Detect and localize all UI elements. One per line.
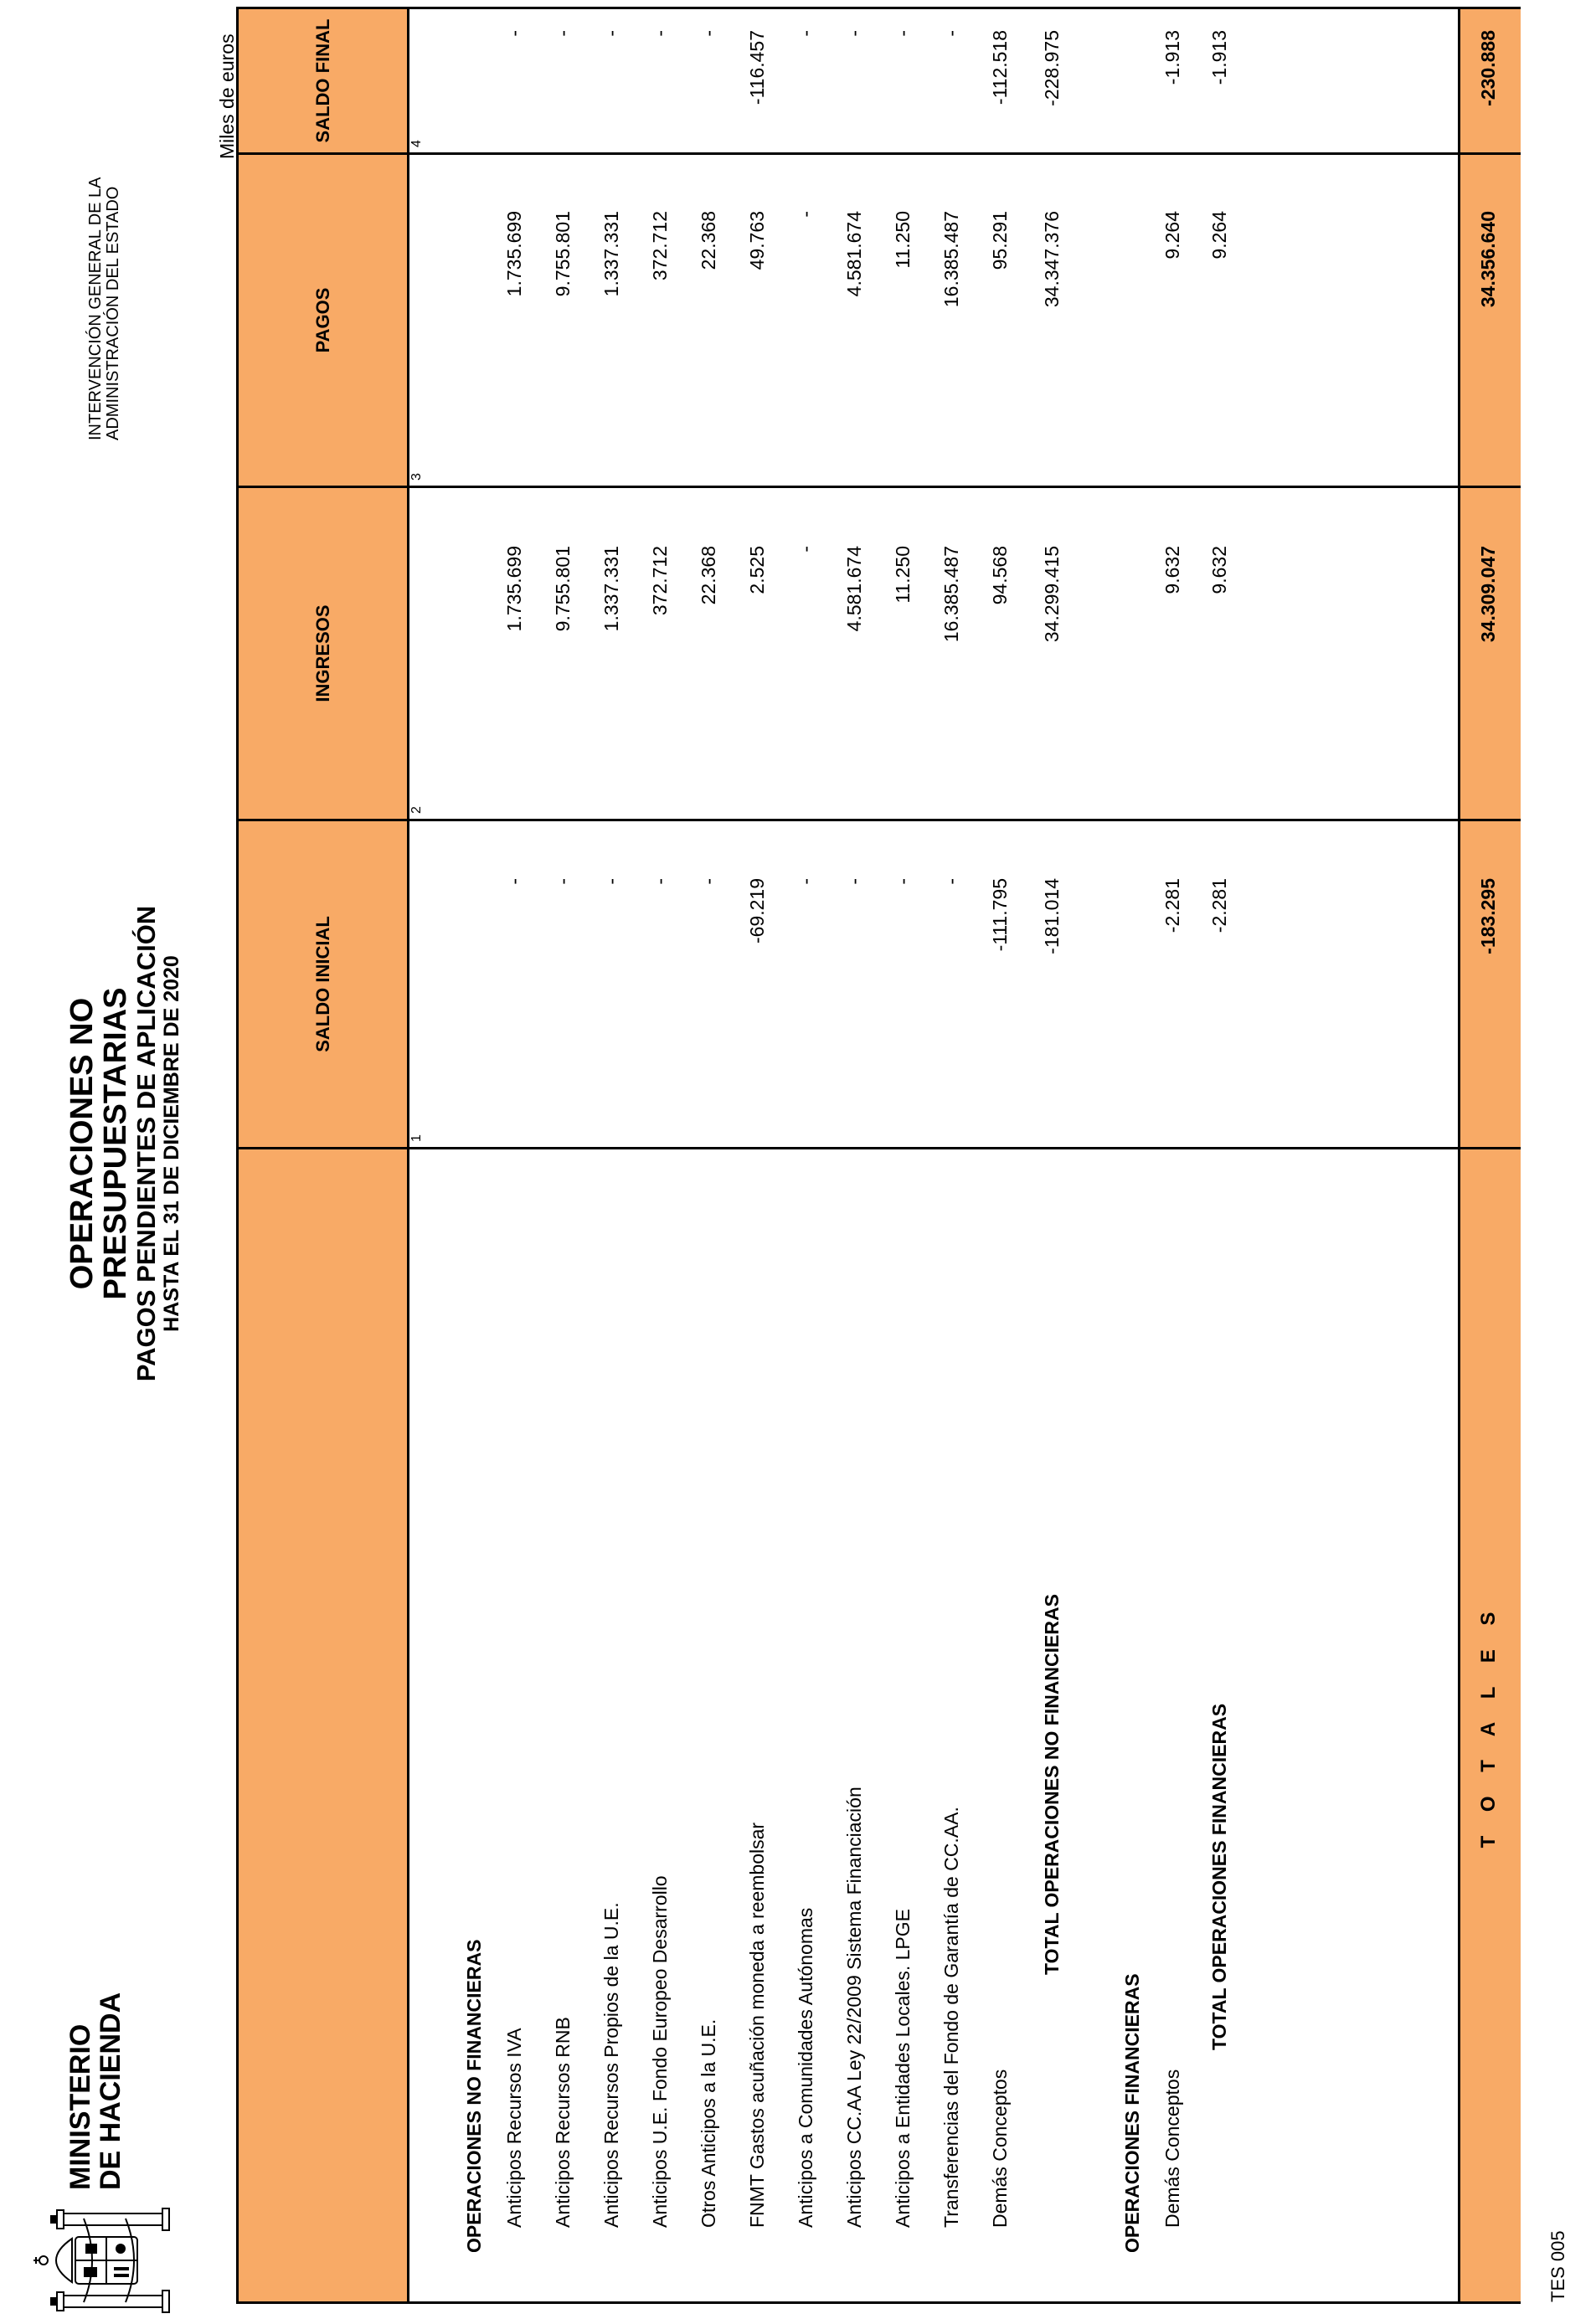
- column-divider: [239, 819, 1521, 821]
- row-label: Anticipos CC.AA Ley 22/2009 Sistema Financiación: [843, 1787, 865, 2228]
- document-code: TES 005: [1547, 2230, 1568, 2302]
- row-value: -: [843, 30, 865, 37]
- row-value: -: [892, 30, 914, 37]
- row-value: 94.568: [989, 546, 1011, 605]
- igae-name: [87, 177, 122, 440]
- grand-total-value: 34.356.640: [1477, 211, 1499, 308]
- row-value: -: [503, 30, 525, 37]
- row-value: -1.913: [1161, 30, 1183, 85]
- report-title-block: [65, 851, 183, 1437]
- row-value: 9.755.801: [552, 546, 574, 632]
- col-number: 4: [409, 140, 424, 147]
- column-divider: [239, 486, 1521, 488]
- row-value: -: [795, 878, 816, 885]
- row-value: 95.291: [989, 211, 1011, 270]
- row-value: 372.712: [649, 211, 671, 281]
- row-label: Transferencias del Fondo de Garantía de CC.AA.: [940, 1807, 962, 2228]
- ministry-line-2: DE HACIENDA: [95, 1992, 126, 2190]
- totals-divider: [1458, 9, 1460, 2301]
- col-number: 3: [409, 473, 424, 481]
- header-col-saldo-final: [239, 9, 407, 152]
- section-total-value: -2.281: [1208, 878, 1230, 933]
- col-header-label: INGRESOS: [312, 604, 333, 702]
- row-value: 9.632: [1161, 546, 1183, 594]
- row-value: 9.264: [1161, 211, 1183, 260]
- row-label: Anticipos Recursos Propios de la U.E.: [600, 1902, 622, 2228]
- grand-total-value: 34.309.047: [1477, 546, 1499, 643]
- row-value: 4.581.674: [843, 546, 865, 632]
- row-value: -: [649, 30, 671, 37]
- row-value: 22.368: [698, 211, 719, 270]
- section-total-label: TOTAL OPERACIONES NO FINANCIERAS: [1041, 1594, 1063, 1975]
- row-value: -: [552, 30, 574, 37]
- header-col-ingresos: [239, 488, 407, 819]
- igae-line-2: ADMINISTRACIÓN DEL ESTADO: [104, 186, 122, 440]
- row-value: -: [795, 546, 816, 553]
- row-value: 22.368: [698, 546, 719, 605]
- section-total-value: 34.347.376: [1041, 211, 1063, 308]
- row-label: FNMT Gastos acuñación moneda a reembolsar: [746, 1822, 768, 2228]
- section-total-value: 34.299.415: [1041, 546, 1063, 643]
- row-value: 372.712: [649, 546, 671, 616]
- row-value: -: [940, 30, 962, 37]
- section-title: OPERACIONES FINANCIERAS: [1121, 1973, 1143, 2253]
- row-value: -: [698, 878, 719, 885]
- row-value: 9.755.801: [552, 211, 574, 297]
- row-value: 1.735.699: [503, 546, 525, 632]
- row-label: Demás Conceptos: [989, 2069, 1011, 2228]
- row-value: -111.795: [989, 878, 1011, 952]
- row-value: 16.385.487: [940, 546, 962, 643]
- row-value: 11.250: [892, 211, 914, 269]
- report-subtitle: PAGOS PENDIENTES DE APLICACIÓN: [131, 905, 161, 1382]
- row-value: -: [843, 878, 865, 885]
- grand-total-value: -183.295: [1477, 878, 1499, 954]
- igae-line-1: INTERVENCIÓN GENERAL DE LA: [86, 177, 105, 440]
- row-label: Anticipos a Entidades Locales. LPGE: [892, 1908, 914, 2228]
- report-title: OPERACIONES NO PRESUPUESTARIAS: [64, 987, 133, 1300]
- row-label: Anticipos a Comunidades Autónomas: [795, 1907, 816, 2228]
- grand-total-value: -230.888: [1477, 30, 1499, 106]
- row-label: Anticipos Recursos IVA: [503, 2028, 525, 2228]
- row-value: -2.281: [1161, 878, 1183, 933]
- row-value: -116.457: [746, 30, 768, 105]
- column-divider: [239, 1147, 1521, 1149]
- row-value: 16.385.487: [940, 211, 962, 308]
- row-value: 11.250: [892, 546, 914, 604]
- row-value: -112.518: [989, 30, 1011, 105]
- ministry-line-1: MINISTERIO: [64, 2023, 96, 2190]
- row-value: -: [552, 878, 574, 885]
- totals-label: T O T A L E S: [1477, 1602, 1500, 1848]
- row-value: -: [503, 878, 525, 885]
- row-value: 4.581.674: [843, 211, 865, 297]
- col-header-label: SALDO FINAL: [312, 18, 333, 143]
- row-label: Demás Conceptos: [1161, 2069, 1183, 2228]
- row-value: -: [698, 30, 719, 37]
- row-value: 1.337.331: [600, 211, 622, 297]
- coat-of-arms-logo: [17, 2202, 184, 2319]
- section-total-value: 9.632: [1208, 546, 1230, 594]
- col-header-label: SALDO INICIAL: [312, 916, 333, 1052]
- column-divider: [239, 152, 1521, 155]
- col-header-label: PAGOS: [312, 287, 333, 353]
- section-total-value: -228.975: [1041, 30, 1063, 106]
- row-label: Otros Anticipos a la U.E.: [698, 2018, 719, 2228]
- header-col-pagos: [239, 155, 407, 486]
- header-label-cell: [239, 1149, 407, 2301]
- col-number: 2: [409, 806, 424, 814]
- row-value: -: [649, 878, 671, 885]
- units-label: Miles de euros: [216, 33, 238, 159]
- row-value: -: [600, 878, 622, 885]
- section-total-label: TOTAL OPERACIONES FINANCIERAS: [1208, 1703, 1230, 2050]
- section-total-value: -181.014: [1041, 878, 1063, 954]
- row-value: 2.525: [746, 546, 768, 594]
- data-table: [236, 7, 1521, 2304]
- row-value: -: [940, 878, 962, 885]
- header-col-saldo-inicial: [239, 821, 407, 1147]
- section-total-value: -1.913: [1208, 30, 1230, 85]
- section-title: OPERACIONES NO FINANCIERAS: [463, 1939, 485, 2253]
- row-value: 1.735.699: [503, 211, 525, 297]
- row-value: -: [600, 30, 622, 37]
- col-number: 1: [409, 1134, 424, 1142]
- row-value: -: [795, 30, 816, 37]
- row-label: Anticipos Recursos RNB: [552, 2017, 574, 2228]
- row-value: 1.337.331: [600, 546, 622, 632]
- section-total-value: 9.264: [1208, 211, 1230, 260]
- row-value: -: [795, 211, 816, 218]
- ministry-name: [65, 1992, 126, 2190]
- report-date: HASTA EL 31 DE DICIEMBRE DE 2020: [160, 955, 183, 1332]
- header-divider: [407, 9, 409, 2301]
- row-value: -69.219: [746, 878, 768, 944]
- row-value: 49.763: [746, 211, 768, 270]
- row-value: -: [892, 878, 914, 885]
- row-label: Anticipos U.E. Fondo Europeo Desarrollo: [649, 1875, 671, 2228]
